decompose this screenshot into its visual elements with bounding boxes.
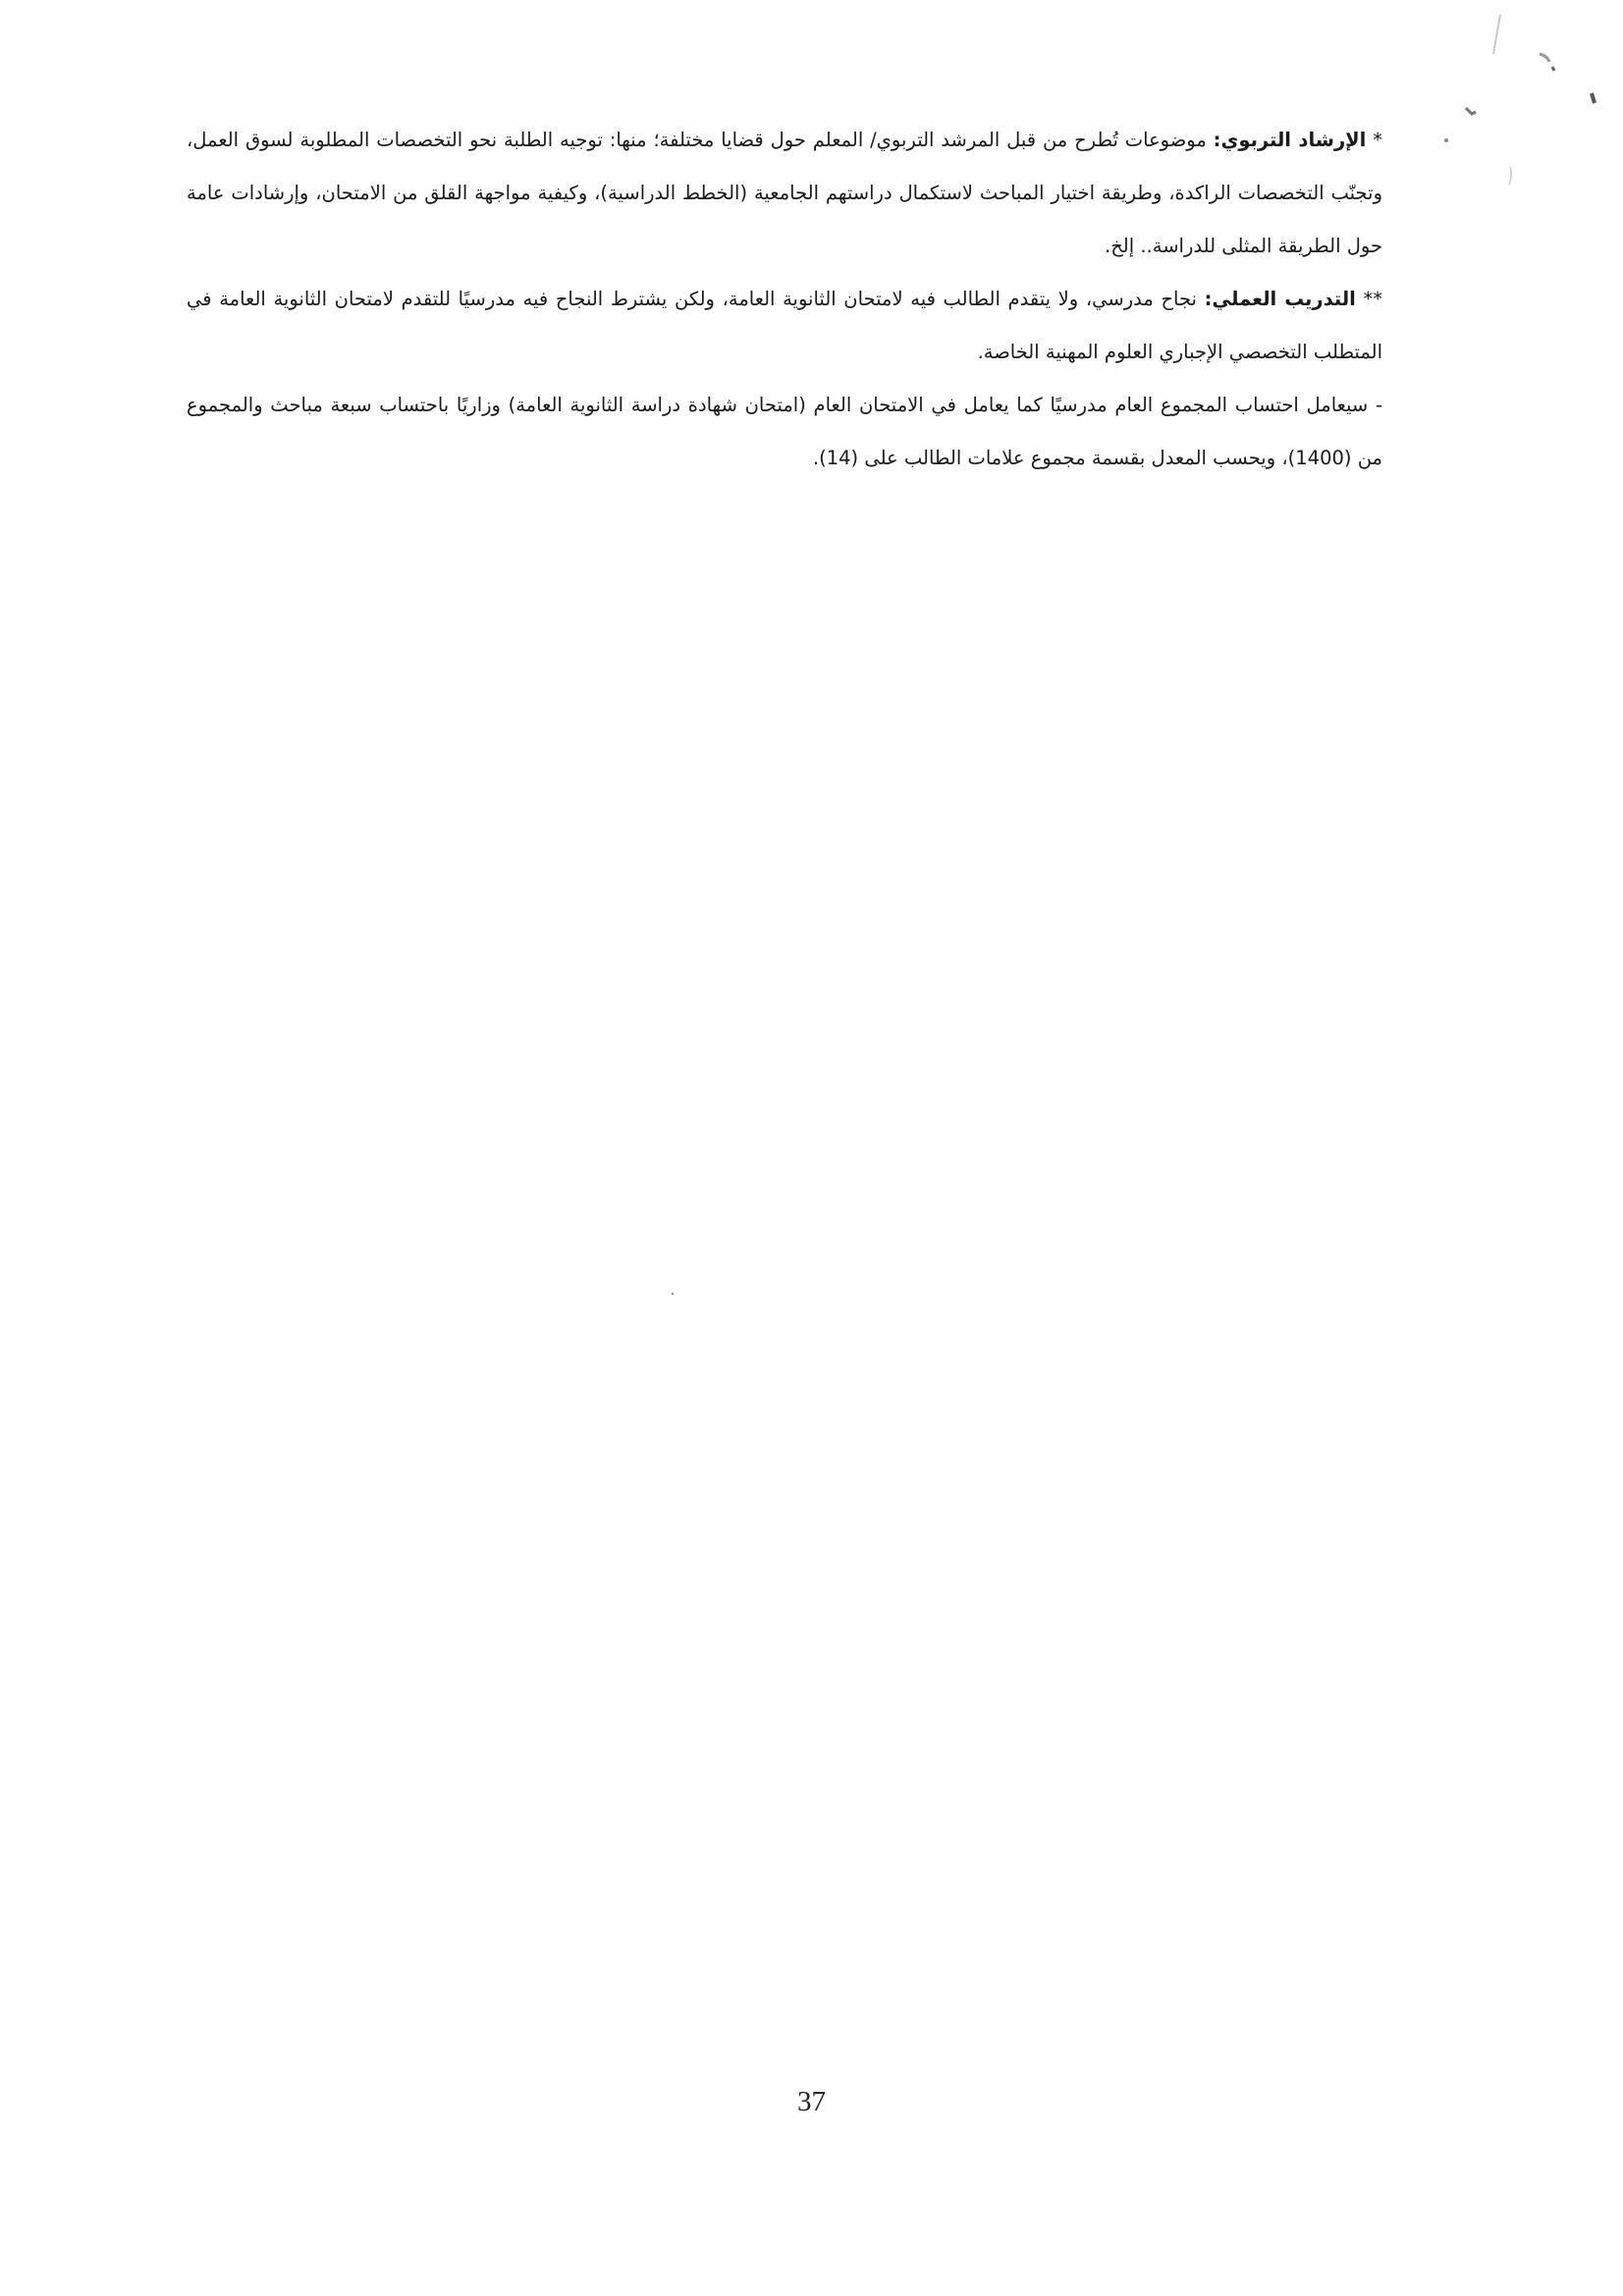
footnote-term: التدريب العملي: xyxy=(1204,288,1356,310)
footnote-practical-training xyxy=(187,273,1382,379)
footnote-total-calculation xyxy=(187,379,1382,485)
footnotes-block xyxy=(187,114,1382,485)
footnote-text: موضوعات تُطرح من قبل المرشد التربوي/ المعلم حول قضايا مختلفة؛ منها: توجيه الطلبة نحو التخصصات المطلوبة لسوق العمل، وتجنّب التخصصات الراكدة، وطريقة اختيار المباحث لاستكمال دراستهم الجامعية (الخطط الدراسية)، وكيفية مواجهة القلق من الامتحان، وإرشادات عامة حول الطريقة المثلى للدراسة.. إلخ. xyxy=(187,129,1382,257)
scan-artifacts xyxy=(1407,0,1623,196)
footnote-text: - سيعامل احتساب المجموع العام مدرسيًا كما يعامل في الامتحان العام (امتحان شهادة دراسة الثانوية العامة) وزاريًا باحتساب سبعة مباحث والمجموع من (1400)، ويحسب المعدل بقسمة مجموع علامات الطالب على (14). xyxy=(187,394,1382,469)
footnote-term: الإرشاد التربوي: xyxy=(1213,129,1367,151)
footnote-marker: ** xyxy=(1355,288,1382,310)
footnote-text: نجاح مدرسي، ولا يتقدم الطالب فيه لامتحان الثانوية العامة، ولكن يشترط النجاح فيه مدرسيًا للتقدم لامتحان الثانوية العامة في المتطلب التخصصي الإجباري العلوم المهنية الخاصة. xyxy=(187,288,1382,363)
footnote-guidance xyxy=(187,114,1382,273)
footnote-marker: * xyxy=(1366,129,1382,151)
page-number: 37 xyxy=(797,2086,826,2117)
